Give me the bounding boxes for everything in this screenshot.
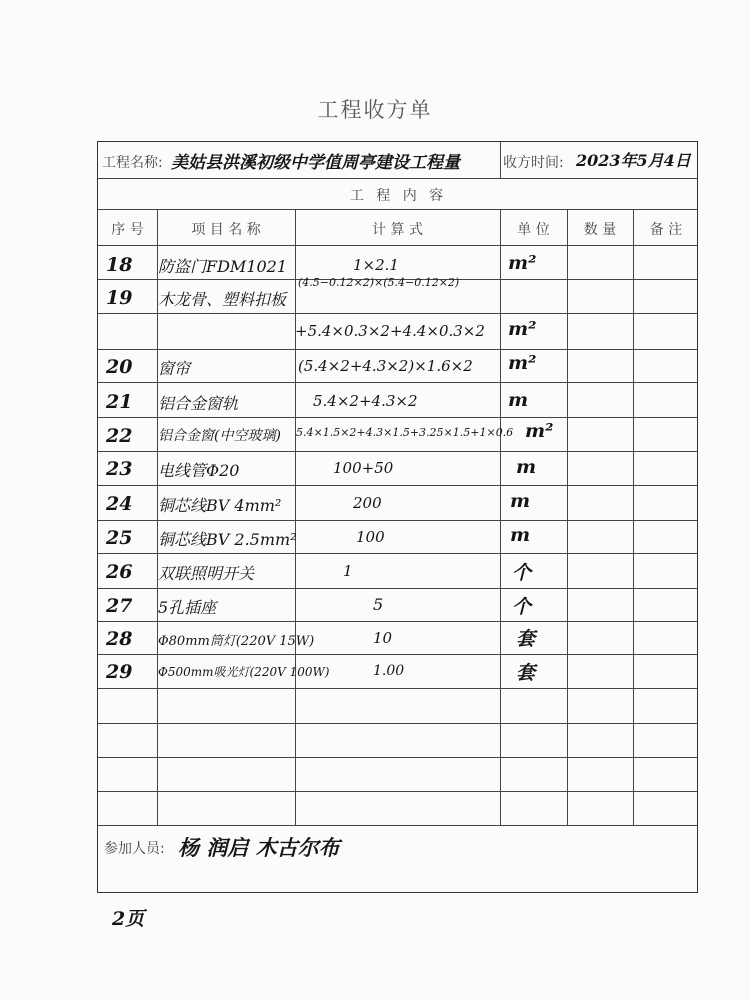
row-unit: 套 [516, 628, 536, 650]
col-rule [295, 209, 296, 825]
row-unit: m [508, 389, 529, 411]
row-formula: 200 [353, 494, 382, 512]
row-unit: m² [508, 352, 537, 374]
rule-row [98, 757, 697, 758]
rule-row [98, 723, 697, 724]
time-value: 2023年5月4日 [576, 151, 691, 170]
row-unit: m [510, 524, 531, 546]
row-no: 18 [106, 254, 133, 276]
section-title: 工 程 内 容 [349, 188, 448, 204]
rule-row [98, 451, 697, 452]
row-no: 20 [106, 356, 133, 378]
project-name-value: 美姑县洪溪初级中学值周亭建设工程量 [171, 153, 460, 173]
row-unit: m² [525, 420, 554, 442]
row-item-name: 铜芯线BV 4mm² [158, 496, 282, 515]
acceptance-form [97, 141, 698, 893]
row-no: 27 [106, 595, 133, 617]
rule-section [98, 209, 697, 210]
row-unit: 个 [512, 596, 532, 618]
rule-row [98, 621, 697, 622]
form-title: 工程收方单 [317, 98, 433, 122]
row-unit: m [516, 456, 537, 478]
col-header-remark: 备 注 [649, 222, 683, 238]
row-item-name: 窗帘 [158, 359, 191, 378]
page-note: 2页 [112, 908, 145, 930]
row-formula: 1 [343, 562, 353, 580]
row-formula: 1.00 [373, 663, 405, 679]
row-formula: 100 [356, 528, 385, 546]
rule-row [98, 553, 697, 554]
row-formula: 5.4×2+4.3×2 [313, 392, 418, 410]
row-formula: +5.4×0.3×2+4.4×0.3×2 [295, 322, 485, 340]
row-item-name: 铝合金窗轨 [158, 394, 239, 413]
row-no: 25 [106, 527, 133, 549]
row-item-name: Φ500mm吸光灯(220V 100W) [158, 665, 330, 679]
participants-label: 参加人员: [104, 841, 165, 857]
rule-row [98, 313, 697, 314]
row-formula: 100+50 [333, 459, 394, 477]
row-item-name: 铝合金窗(中空玻璃) [158, 428, 281, 444]
row-item-name: 铜芯线BV 2.5mm² [158, 530, 297, 549]
row-item-name: 双联照明开关 [158, 564, 255, 583]
row-unit: m² [508, 318, 537, 340]
row-item-name: 电线管Φ20 [158, 461, 240, 480]
row-item-name: Φ80mm筒灯(220V 15W) [158, 634, 315, 649]
row-no: 19 [106, 287, 133, 309]
time-label: 收方时间: [503, 155, 564, 171]
row-item-name: 防盗门FDM1021 [158, 257, 288, 276]
rule-row [98, 520, 697, 521]
participants-value: 杨 润启 木古尔布 [178, 835, 340, 860]
rule-row [98, 349, 697, 350]
row-no: 26 [106, 561, 133, 583]
rule-row [98, 688, 697, 689]
rule-participants [98, 825, 697, 826]
row-formula: (5.4×2+4.3×2)×1.6×2 [298, 357, 473, 375]
col-header-no: 序 号 [111, 222, 144, 238]
row-formula: 10 [373, 629, 393, 647]
row-item-name: 5孔插座 [158, 598, 217, 617]
row-formula: (4.5−0.12×2)×(5.4−0.12×2) [298, 276, 460, 289]
row-no: 23 [106, 458, 133, 480]
rule-header [98, 178, 697, 179]
row-formula: 1×2.1 [353, 256, 399, 274]
row-unit: 套 [516, 662, 536, 684]
col-rule [567, 209, 568, 825]
row-no: 29 [106, 661, 133, 683]
rule-row [98, 382, 697, 383]
rule-row [98, 588, 697, 589]
col-header-name: 项 目 名 称 [191, 222, 261, 238]
row-formula: 5 [373, 595, 384, 614]
project-name-label: 工程名称: [102, 155, 163, 171]
row-item-name: 木龙骨、塑料扣板 [158, 290, 287, 309]
rule-row [98, 791, 697, 792]
row-no: 22 [106, 425, 133, 447]
rule-row [98, 485, 697, 486]
col-rule [500, 209, 501, 825]
row-unit: m² [508, 252, 537, 274]
row-unit: m [510, 490, 531, 512]
rule-columns [98, 245, 697, 246]
rule-header-split [500, 142, 501, 178]
row-no: 28 [106, 628, 133, 650]
row-unit: 个 [512, 562, 532, 584]
col-header-qty: 数 量 [583, 222, 617, 238]
rule-row [98, 417, 697, 418]
col-header-unit: 单 位 [517, 222, 550, 238]
row-no: 24 [106, 493, 133, 515]
row-no: 21 [106, 391, 133, 413]
rule-row [98, 654, 697, 655]
col-rule [633, 209, 634, 825]
row-formula: 5.4×1.5×2+4.3×1.5+3.25×1.5+1×0.6 [296, 426, 514, 439]
col-header-formula: 计 算 式 [372, 222, 423, 238]
